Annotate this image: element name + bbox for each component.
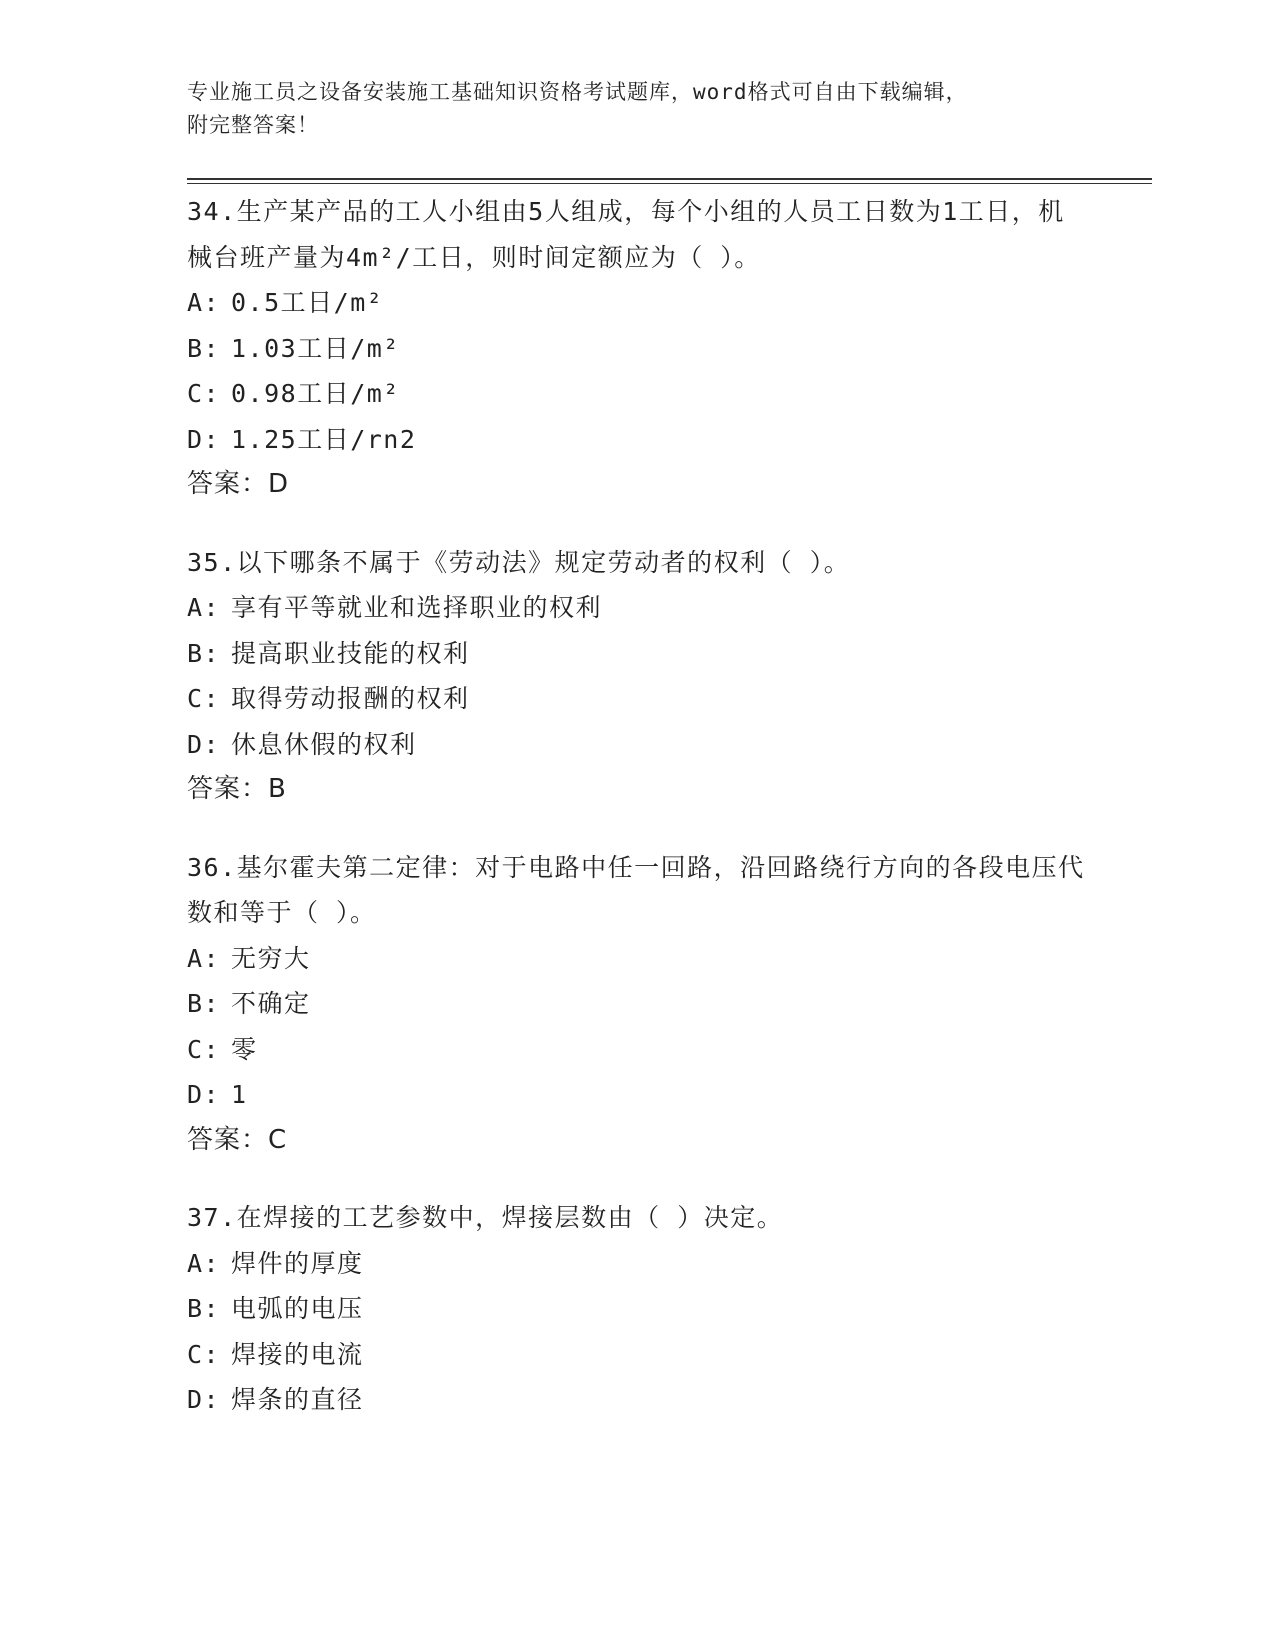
- option-text: 电弧的电压: [231, 1294, 364, 1323]
- option-letter: A:: [187, 1248, 221, 1278]
- option-c: [187, 1332, 1087, 1378]
- option-b: [187, 981, 1087, 1027]
- header-divider-thick: [187, 178, 1152, 180]
- option-text: 不确定: [231, 989, 311, 1018]
- question-36: [187, 845, 1087, 1164]
- option-letter: A:: [187, 288, 221, 317]
- question-stem: 37.在焊接的工艺参数中，焊接层数由（ ）决定。: [187, 1203, 784, 1232]
- option-text: 1: [231, 1080, 248, 1109]
- option-letter: C:: [187, 1339, 221, 1369]
- option-a: [187, 936, 1087, 982]
- option-b: [187, 1286, 1087, 1332]
- option-d: [187, 1072, 1087, 1118]
- answer-line: 答案：C: [187, 1124, 288, 1155]
- option-text: 焊条的直径: [231, 1385, 364, 1414]
- option-text: 0.98工日/m²: [231, 379, 400, 408]
- answer-line: 答案：B: [187, 774, 287, 804]
- option-text: 无穷大: [231, 943, 311, 973]
- question-stem: 35.以下哪条不属于《劳动法》规定劳动者的权利（ ）。: [187, 547, 851, 577]
- option-b: [187, 631, 1087, 677]
- header-divider-thin: [187, 183, 1152, 184]
- option-d: [187, 417, 1087, 463]
- question-list: [187, 189, 1087, 1455]
- option-letter: B:: [187, 1294, 221, 1323]
- question-stem: 36.基尔霍夫第二定律：对于电路中任一回路，沿回路绕行方向的各段电压代数和等于（ ）。: [187, 852, 1085, 927]
- option-text: 休息休假的权利: [231, 729, 417, 759]
- option-text: 1.25工日/rn2: [231, 424, 417, 454]
- option-text: 焊件的厚度: [231, 1248, 364, 1278]
- document-header: [187, 76, 1067, 142]
- option-c: [187, 371, 1087, 417]
- answer-line: 答案：D: [187, 469, 290, 499]
- option-a: [187, 1241, 1087, 1287]
- option-text: 享有平等就业和选择职业的权利: [231, 593, 603, 622]
- option-text: 提高职业技能的权利: [231, 638, 470, 668]
- question-34: [187, 189, 1087, 508]
- option-letter: A:: [187, 943, 221, 973]
- option-text: 零: [231, 1034, 258, 1064]
- question-stem: 34.生产某产品的工人小组由5人组成，每个小组的人员工日数为1工日，机械台班产量为4m²/工日，则时间定额应为（ ）。: [187, 197, 1065, 272]
- option-letter: B:: [187, 638, 221, 668]
- option-text: 取得劳动报酬的权利: [231, 684, 470, 713]
- option-text: 0.5工日/m²: [231, 288, 384, 317]
- option-letter: B:: [187, 333, 221, 363]
- option-letter: D:: [187, 424, 221, 454]
- option-text: 焊接的电流: [231, 1339, 364, 1369]
- option-letter: D:: [187, 1385, 221, 1414]
- option-b: [187, 326, 1087, 372]
- question-35: [187, 540, 1087, 813]
- option-d: [187, 1377, 1087, 1423]
- option-letter: C:: [187, 379, 221, 408]
- question-37: [187, 1195, 1087, 1423]
- option-a: [187, 585, 1087, 631]
- option-letter: B:: [187, 989, 221, 1018]
- option-c: [187, 1027, 1087, 1073]
- header-line-1: 专业施工员之设备安装施工基础知识资格考试题库，word格式可自由下载编辑，: [187, 80, 968, 104]
- option-letter: D:: [187, 729, 221, 759]
- header-line-2: 附完整答案！: [187, 113, 319, 137]
- option-letter: D:: [187, 1080, 221, 1109]
- option-c: [187, 676, 1087, 722]
- option-text: 1.03工日/m²: [231, 333, 400, 363]
- option-letter: C:: [187, 1034, 221, 1064]
- option-letter: A:: [187, 593, 221, 622]
- option-letter: C:: [187, 684, 221, 713]
- option-d: [187, 722, 1087, 768]
- option-a: [187, 280, 1087, 326]
